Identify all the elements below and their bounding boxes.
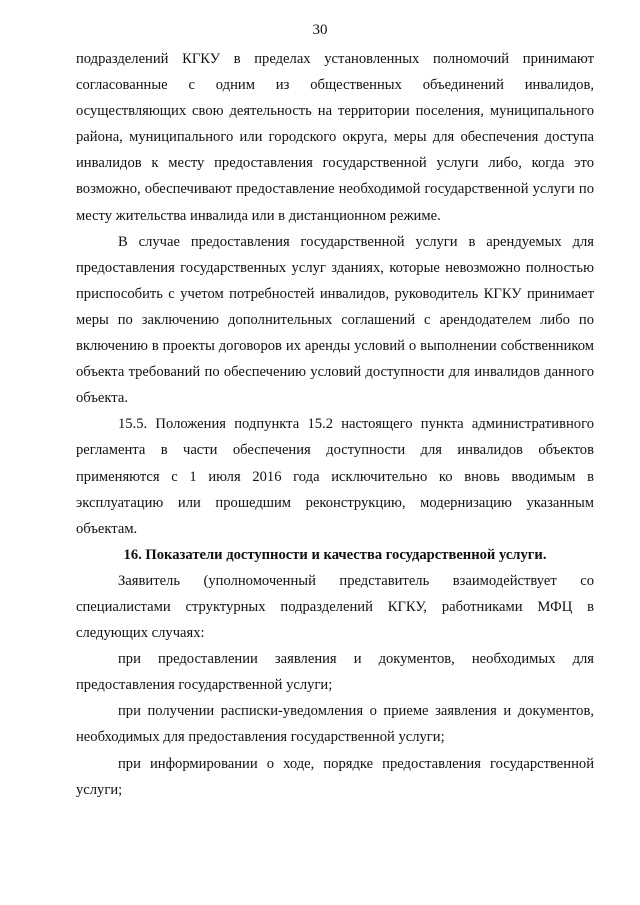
document-body	[76, 46, 594, 803]
section-heading-16: 16. Показатели доступности и качества государственной услуги.	[123, 546, 547, 563]
paragraph-continuation: подразделений КГКУ в пределах установленных полномочий принимают согласованные с одним из общественных объединений инвалидов, осуществляющих свою деятельность на территории поселения, муниципального района, муниципального или городского округа, меры для обеспечения доступа инвалидов к месту предоставления государственной услуги либо, когда это возможно, обеспечивают предоставление необходимой государственной услуги по месту жительства инвалида или в дистанционном режиме.	[76, 51, 594, 224]
paragraph-15-5: 15.5. Положения подпункта 15.2 настоящего пункта административного регламента в части обеспечения доступности для инвалидов объектов применяются с 1 июля 2016 года исключительно ко вновь вводимым в эксплуатацию или прошедшим реконструкцию, модернизацию указанным объектам.	[76, 416, 594, 537]
paragraph-applicant-interaction: Заявитель (уполномоченный представитель взаимодействует со специалистами структурных подразделений КГКУ, работниками МФЦ в следующих случаях:	[76, 572, 594, 642]
paragraph-lease-buildings: В случае предоставления государственной услуги в арендуемых для предоставления государственных услуг зданиях, которые невозможно полностью приспособить с учетом потребностей инвалидов, руководитель КГКУ принимает меры по заключению дополнительных соглашений с арендодателем либо по включению в проекты договоров их аренды условий о выполнении собственником объекта требований по обеспечению условий доступности для инвалидов данного объекта.	[76, 233, 594, 407]
paragraph-case-informing: при информировании о ходе, порядке предоставления государственной услуги;	[76, 755, 594, 798]
page-number: 30	[312, 22, 328, 38]
paragraph-case-submission: при предоставлении заявления и документов, необходимых для предоставления государственной услуги;	[76, 651, 594, 694]
paragraph-case-receipt: при получении расписки-уведомления о приеме заявления и документов, необходимых для предоставления государственной услуги;	[76, 703, 594, 746]
